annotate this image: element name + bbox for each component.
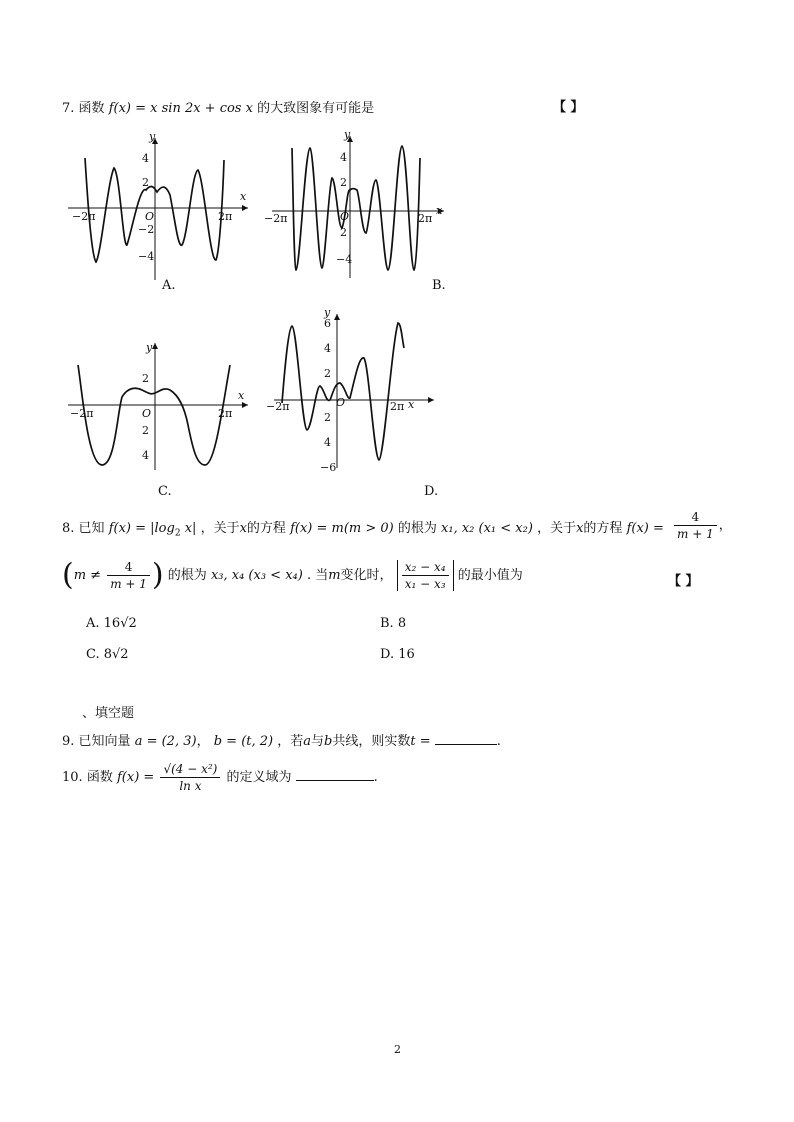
- stem-text: 函数: [78, 101, 105, 116]
- tick-label: 4: [324, 342, 331, 355]
- tick-label: 2: [142, 424, 149, 437]
- x-arrow-icon: [242, 205, 248, 211]
- punctuation: .: [496, 734, 501, 749]
- tick-label: 2: [324, 367, 331, 380]
- right-bound-label: 2π: [218, 407, 233, 420]
- tick-label: 4: [142, 152, 149, 165]
- function-definition-end: x|: [180, 521, 197, 536]
- answer-bracket: 【 】: [668, 574, 699, 589]
- vector-a: a: [303, 734, 312, 749]
- variable: x: [239, 521, 247, 536]
- choice-d: D. 16: [380, 647, 415, 662]
- stem-text: 函数: [86, 770, 113, 785]
- tick-label: 2: [142, 372, 149, 385]
- answer-bracket: 【 】: [553, 100, 584, 115]
- right-bound-label: 2π: [390, 400, 405, 413]
- fraction-denominator: m + 1: [677, 527, 714, 541]
- variable: t =: [410, 734, 431, 749]
- y-axis-label: y: [324, 308, 331, 319]
- equation-2: f(x) =: [626, 521, 664, 536]
- roots-1: x₁, x₂ (x₁ < x₂): [441, 521, 533, 536]
- variable: m: [328, 568, 341, 583]
- answer-blank[interactable]: [296, 780, 374, 781]
- fraction-numerator: 4: [674, 510, 717, 526]
- function-curve: [78, 365, 233, 465]
- choice-b: B. 8: [380, 616, 407, 631]
- left-bound-label: −2π: [70, 407, 94, 420]
- stem-text: 与: [311, 734, 325, 749]
- tick-label: 4: [142, 449, 149, 462]
- vector-b-definition: b = (t, 2): [213, 734, 274, 749]
- x-axis-label: x: [240, 190, 247, 203]
- option-d-label: D.: [424, 484, 439, 499]
- origin-label: O: [340, 210, 350, 223]
- left-bound-label: −2π: [266, 400, 290, 413]
- ratio-numerator: x₂ − x₄: [402, 560, 449, 576]
- stem-text: 变化时，: [340, 568, 393, 583]
- punctuation: ，: [196, 734, 210, 749]
- tick-label: 2: [340, 176, 347, 189]
- y-axis-label: y: [149, 130, 156, 143]
- stem-text: ，若: [277, 734, 304, 749]
- choice-a: A. 16√2: [86, 616, 137, 631]
- y-axis-label: y: [344, 128, 351, 141]
- left-bound-label: −2π: [72, 210, 96, 223]
- stem-text: ，关于: [537, 521, 577, 536]
- graph-a: [60, 130, 255, 285]
- function-curve: [282, 323, 404, 460]
- option-c-label: C.: [158, 484, 172, 499]
- function-left: f(x) =: [116, 770, 155, 785]
- stem-text: 的方程: [583, 521, 623, 536]
- section-heading: 、填空题: [82, 706, 135, 721]
- tick-label: 2: [324, 411, 331, 424]
- stem-text: 的根为: [167, 568, 207, 583]
- fraction-numerator: 4: [107, 560, 150, 576]
- stem-text: . 当: [306, 568, 329, 583]
- equation-1: f(x) = m(m > 0): [290, 521, 394, 536]
- tick-label: 6: [324, 317, 331, 330]
- question-number: 7.: [62, 101, 75, 116]
- tick-label: −4: [138, 250, 155, 263]
- stem-text: 的大致图象有可能是: [257, 101, 375, 116]
- stem-text: ，关于: [200, 521, 240, 536]
- punctuation: .: [373, 770, 378, 785]
- stem-text: 的定义域为: [226, 770, 292, 785]
- function-curve: [292, 146, 420, 270]
- tick-label: 2: [142, 176, 149, 189]
- y-arrow-icon: [152, 343, 158, 349]
- graph-c: [60, 335, 255, 475]
- choice-c: C. 8√2: [86, 647, 129, 662]
- log-base: 2: [174, 528, 181, 539]
- fraction-denominator: ln x: [179, 779, 202, 793]
- x-arrow-icon: [428, 397, 434, 403]
- graph-b: [262, 128, 452, 283]
- function-definition: f(x) = |log: [108, 521, 175, 536]
- question-7-stem: [62, 97, 374, 116]
- tick-label: −2: [138, 223, 155, 236]
- stem-text: 的根为: [397, 521, 437, 536]
- stem-text: 已知: [78, 521, 105, 536]
- fraction-denominator: m + 1: [110, 577, 147, 591]
- right-bound-label: 2π: [218, 210, 233, 223]
- origin-label: O: [142, 407, 152, 420]
- origin-label: O: [336, 396, 346, 409]
- question-8-line-2: (m ≠ $\frac{4}{m + 1}$ ) 的根为 x₃, x₄ (x₃ < x₄) . 当m变化时， $\frac{\text{x₂ − x₄}}{\text{x₁ − x₃}}$ 的最小值为: [62, 557, 523, 593]
- stem-text: 的最小值为: [457, 568, 523, 583]
- x-axis-label: x: [436, 204, 443, 217]
- question-number: 9.: [62, 734, 75, 749]
- right-bound-label: 2π: [418, 212, 433, 225]
- y-arrow-icon: [334, 314, 340, 320]
- option-b-label: B.: [432, 278, 446, 293]
- tick-label: 4: [324, 436, 331, 449]
- y-axis-label: y: [146, 341, 153, 354]
- stem-text: 共线，则实数: [332, 734, 411, 749]
- question-10: [62, 762, 378, 793]
- punctuation: ，: [718, 518, 732, 533]
- x-axis-label: x: [408, 398, 415, 411]
- equation-2-fraction: [672, 510, 732, 541]
- vector-b: b: [324, 734, 333, 749]
- condition: m ≠: [73, 568, 102, 583]
- ratio-denominator: x₁ − x₃: [404, 577, 446, 591]
- tick-label: 2: [340, 226, 347, 239]
- function-formula: f(x) = x sin 2x + cos x: [108, 101, 253, 116]
- option-a-label: A.: [162, 278, 176, 293]
- x-arrow-icon: [242, 402, 248, 408]
- page-number: 2: [394, 1043, 401, 1056]
- stem-text: 的方程: [246, 521, 286, 536]
- roots-2: x₃, x₄ (x₃ < x₄): [210, 568, 303, 583]
- fraction-numerator: √(4 − x²): [160, 762, 220, 778]
- answer-blank[interactable]: [435, 744, 497, 745]
- question-number: 8.: [62, 521, 75, 536]
- question-number: 10.: [62, 770, 83, 785]
- tick-label: 4: [340, 151, 347, 164]
- tick-label: −4: [336, 253, 353, 266]
- origin-label: O: [145, 210, 155, 223]
- x-axis-label: x: [238, 389, 245, 402]
- question-8-line-1: [62, 517, 664, 539]
- question-9: [62, 730, 501, 749]
- variable: x: [576, 521, 584, 536]
- left-bound-label: −2π: [264, 212, 288, 225]
- stem-text: 已知向量: [78, 734, 131, 749]
- graph-d: [262, 308, 442, 473]
- vector-a-definition: a = (2, 3): [134, 734, 197, 749]
- tick-label: −6: [320, 461, 337, 473]
